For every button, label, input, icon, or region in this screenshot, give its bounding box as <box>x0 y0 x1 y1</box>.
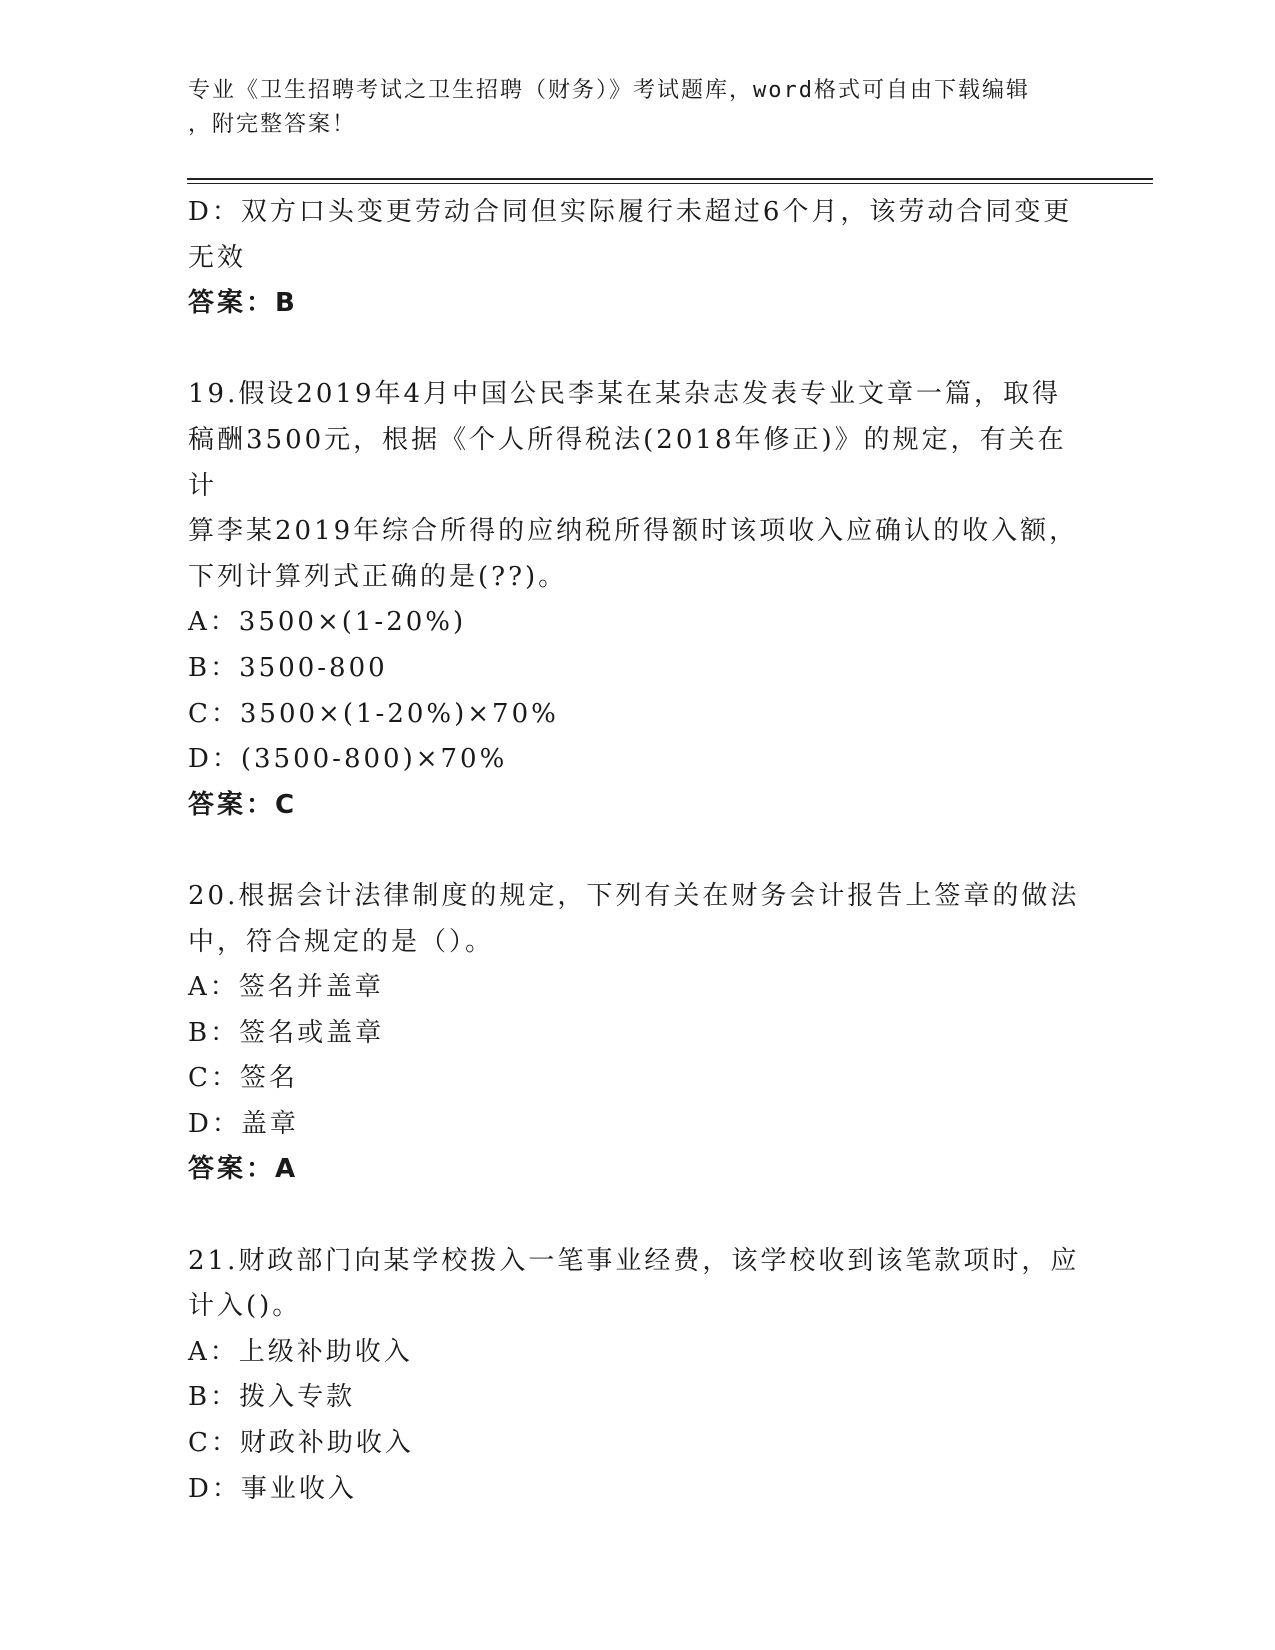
spacer <box>188 828 1088 874</box>
option-c: C：3500×(1-20%)×70% <box>188 698 559 729</box>
question-stem: 21.财政部门向某学校拨入一笔事业经费，该学校收到该笔款项时，应 <box>188 1245 1080 1276</box>
header-line-1: 专业《卫生招聘考试之卫生招聘（财务）》考试题库，word格式可自由下载编辑 <box>188 78 1030 103</box>
option-d: D：事业收入 <box>188 1473 357 1504</box>
question-stem: 稿酬3500元，根据《个人所得税法(2018年修正)》的规定，有关在计 <box>188 424 1067 501</box>
option-b: B：3500-800 <box>188 652 388 683</box>
option-a: A：签名并盖章 <box>188 972 384 1003</box>
question-21 <box>188 1239 1088 1513</box>
option-b: B：签名或盖章 <box>188 1017 385 1048</box>
option-c: C：财政补助收入 <box>188 1428 414 1459</box>
question-19 <box>188 372 1088 828</box>
question-stem: 计入()。 <box>188 1291 302 1322</box>
answer: 答案：B <box>188 288 298 319</box>
answer: 答案：C <box>188 789 298 820</box>
question-content <box>188 190 1088 1512</box>
question-18-tail <box>188 190 1088 327</box>
question-stem: 20.根据会计法律制度的规定，下列有关在财务会计报告上签章的做法 <box>188 880 1080 911</box>
option-d: D：双方口头变更劳动合同但实际履行未超过6个月，该劳动合同变更 <box>188 197 1073 227</box>
spacer <box>188 1193 1088 1239</box>
answer: 答案：A <box>188 1154 299 1185</box>
question-stem: 19.假设2019年4月中国公民李某在某杂志发表专业文章一篇，取得 <box>188 379 1062 410</box>
option-a: A：3500×(1-20%) <box>188 607 467 638</box>
spacer <box>188 327 1088 373</box>
option-d-continued: 无效 <box>188 242 247 273</box>
question-stem: 中，符合规定的是（）。 <box>188 926 495 957</box>
question-20 <box>188 874 1088 1193</box>
option-b: B：拨入专款 <box>188 1382 356 1413</box>
header-rule-thin <box>187 183 1153 184</box>
option-d: D：盖章 <box>188 1108 299 1139</box>
question-stem: 算李某2019年综合所得的应纳税所得额时该项收入应确认的收入额， <box>188 516 1079 547</box>
option-d: D：(3500-800)×70% <box>188 744 508 775</box>
option-c: C：签名 <box>188 1063 298 1094</box>
header-line-2: ，附完整答案！ <box>188 112 357 137</box>
document-header <box>188 74 1088 142</box>
header-rule-thick <box>187 178 1153 180</box>
question-stem: 下列计算列式正确的是(??)。 <box>188 561 568 592</box>
option-a: A：上级补助收入 <box>188 1336 413 1367</box>
